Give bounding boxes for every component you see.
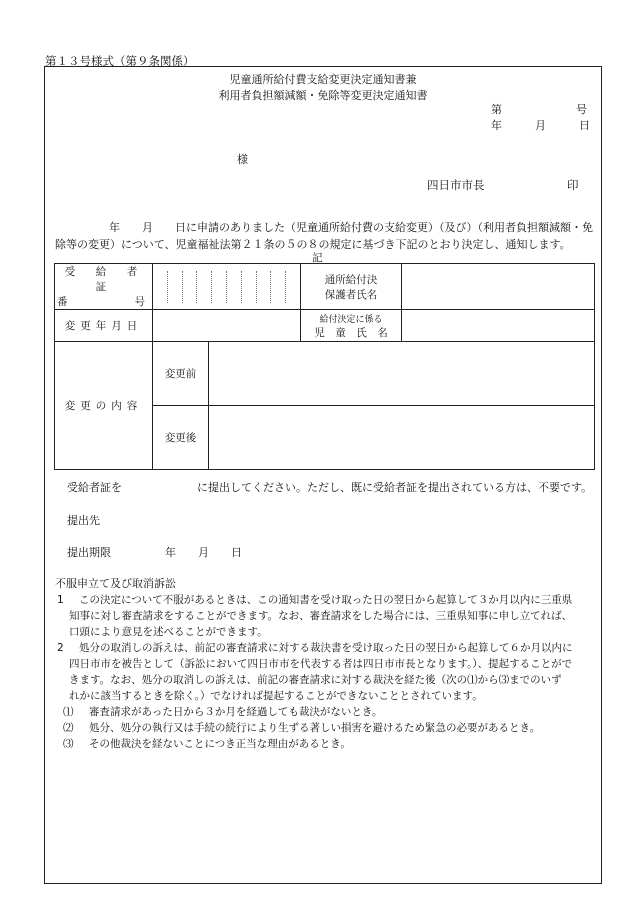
- number-label-right: 号: [576, 103, 587, 116]
- condition-2-text: 処分、処分の執行又は手続の続行により生ずる著しい損害を避けるため緊急の必要があるとき。: [89, 722, 541, 734]
- change-date-label: 変更年月日: [55, 310, 153, 342]
- title-line-2: 利用者負担額減額・免除等変更決定通知書: [218, 89, 428, 102]
- cert-number-digit-boxes[interactable]: [153, 264, 301, 310]
- submit-deadline-label: 提出期限: [67, 546, 111, 559]
- condition-3-text: その他裁決を経ないことにつき正当な理由があるとき。: [89, 738, 351, 750]
- condition-1-text: 審査請求があった日から３か月を経過しても裁決がないとき。: [89, 706, 383, 718]
- appeal-item-1-number: 1: [57, 594, 64, 606]
- change-content-label: 変更の内容: [55, 342, 153, 470]
- appeal-item-2-line-4: れかに該当するときを除く。）でなければ提起することができないこととされています。: [69, 690, 483, 702]
- condition-2-number: ⑵: [63, 722, 74, 734]
- form-number: 第１３号様式（第９条関係）: [45, 54, 195, 68]
- after-change-label: 変更後: [153, 406, 209, 470]
- notice-document: [44, 66, 602, 884]
- child-name-field[interactable]: [402, 310, 595, 342]
- date-month-label: 月: [535, 119, 546, 132]
- appeal-item-2-line-1: 処分の取消しの訴えは、前記の審査請求に対する裁決書を受け取った日の翌日から起算して６か月以内に: [79, 642, 573, 654]
- date-day-label: 日: [579, 119, 590, 132]
- submit-deadline-date: 年 月 日: [165, 546, 242, 559]
- cert-number-label: 受 給 者 証 番 号: [55, 264, 153, 310]
- submit-instruction-start: 受給者証を: [67, 481, 122, 494]
- appeal-item-1-line-3: 口頭により意見を述べることができます。: [69, 626, 268, 638]
- change-details-table: [54, 263, 595, 470]
- number-label-left: 第: [491, 103, 502, 116]
- appeal-item-2-number: 2: [57, 642, 64, 654]
- before-change-label: 変更前: [153, 342, 209, 406]
- change-date-field[interactable]: [153, 310, 301, 342]
- date-year-label: 年: [491, 119, 502, 132]
- condition-3-number: ⑶: [63, 738, 74, 750]
- issuer-name: 四日市市長: [427, 178, 485, 192]
- title-line-1: 児童通所給付費支給変更決定通知書兼: [229, 73, 417, 86]
- appeal-item-2-line-3: きます。なお、処分の取消しの訴えは、前記の審査請求に対する裁決を経た後（次の⑴から⑶までのいず: [69, 674, 562, 686]
- child-name-label: 給付決定に係る 児 童 氏 名: [301, 310, 402, 342]
- seal-mark: 印: [567, 178, 579, 192]
- appeal-item-1-line-2: 知事に対し審査請求をすることができます。なお、審査請求をした場合には、三重県知事に申し立てれば、: [69, 610, 573, 622]
- body-text-line-2: 除等の変更）について、児童福祉法第２１条の５の８の規定に基づき下記のとおり決定し、通知します。: [55, 238, 571, 251]
- after-change-field[interactable]: [209, 406, 595, 470]
- appeal-heading: 不服申立て及び取消訴訟: [55, 577, 176, 590]
- guardian-name-label: 通所給付決 保護者氏名: [301, 264, 402, 310]
- submit-instruction-rest: に提出してください。ただし、既に受給者証を提出されている方は、不要です。: [197, 481, 593, 494]
- appeal-item-1-line-1: この決定について不服があるときは、この通知書を受け取った日の翌日から起算して３か月以内に三重県: [79, 594, 573, 606]
- before-change-field[interactable]: [209, 342, 595, 406]
- recipient-honorific: 様: [237, 153, 248, 166]
- submit-to-label: 提出先: [67, 514, 100, 527]
- appeal-item-2-line-2: 四日市市を被告として（訴訟において四日市市を代表する者は四日市市長となります。）、提起することがで: [69, 658, 573, 670]
- ki-mark: 記: [312, 252, 323, 264]
- guardian-name-field[interactable]: [402, 264, 595, 310]
- body-text-line-1: 年 月 日に申請のありました（児童通所給付費の支給変更）（及び）（利用者負担額減額・免: [109, 221, 593, 234]
- condition-1-number: ⑴: [63, 706, 74, 718]
